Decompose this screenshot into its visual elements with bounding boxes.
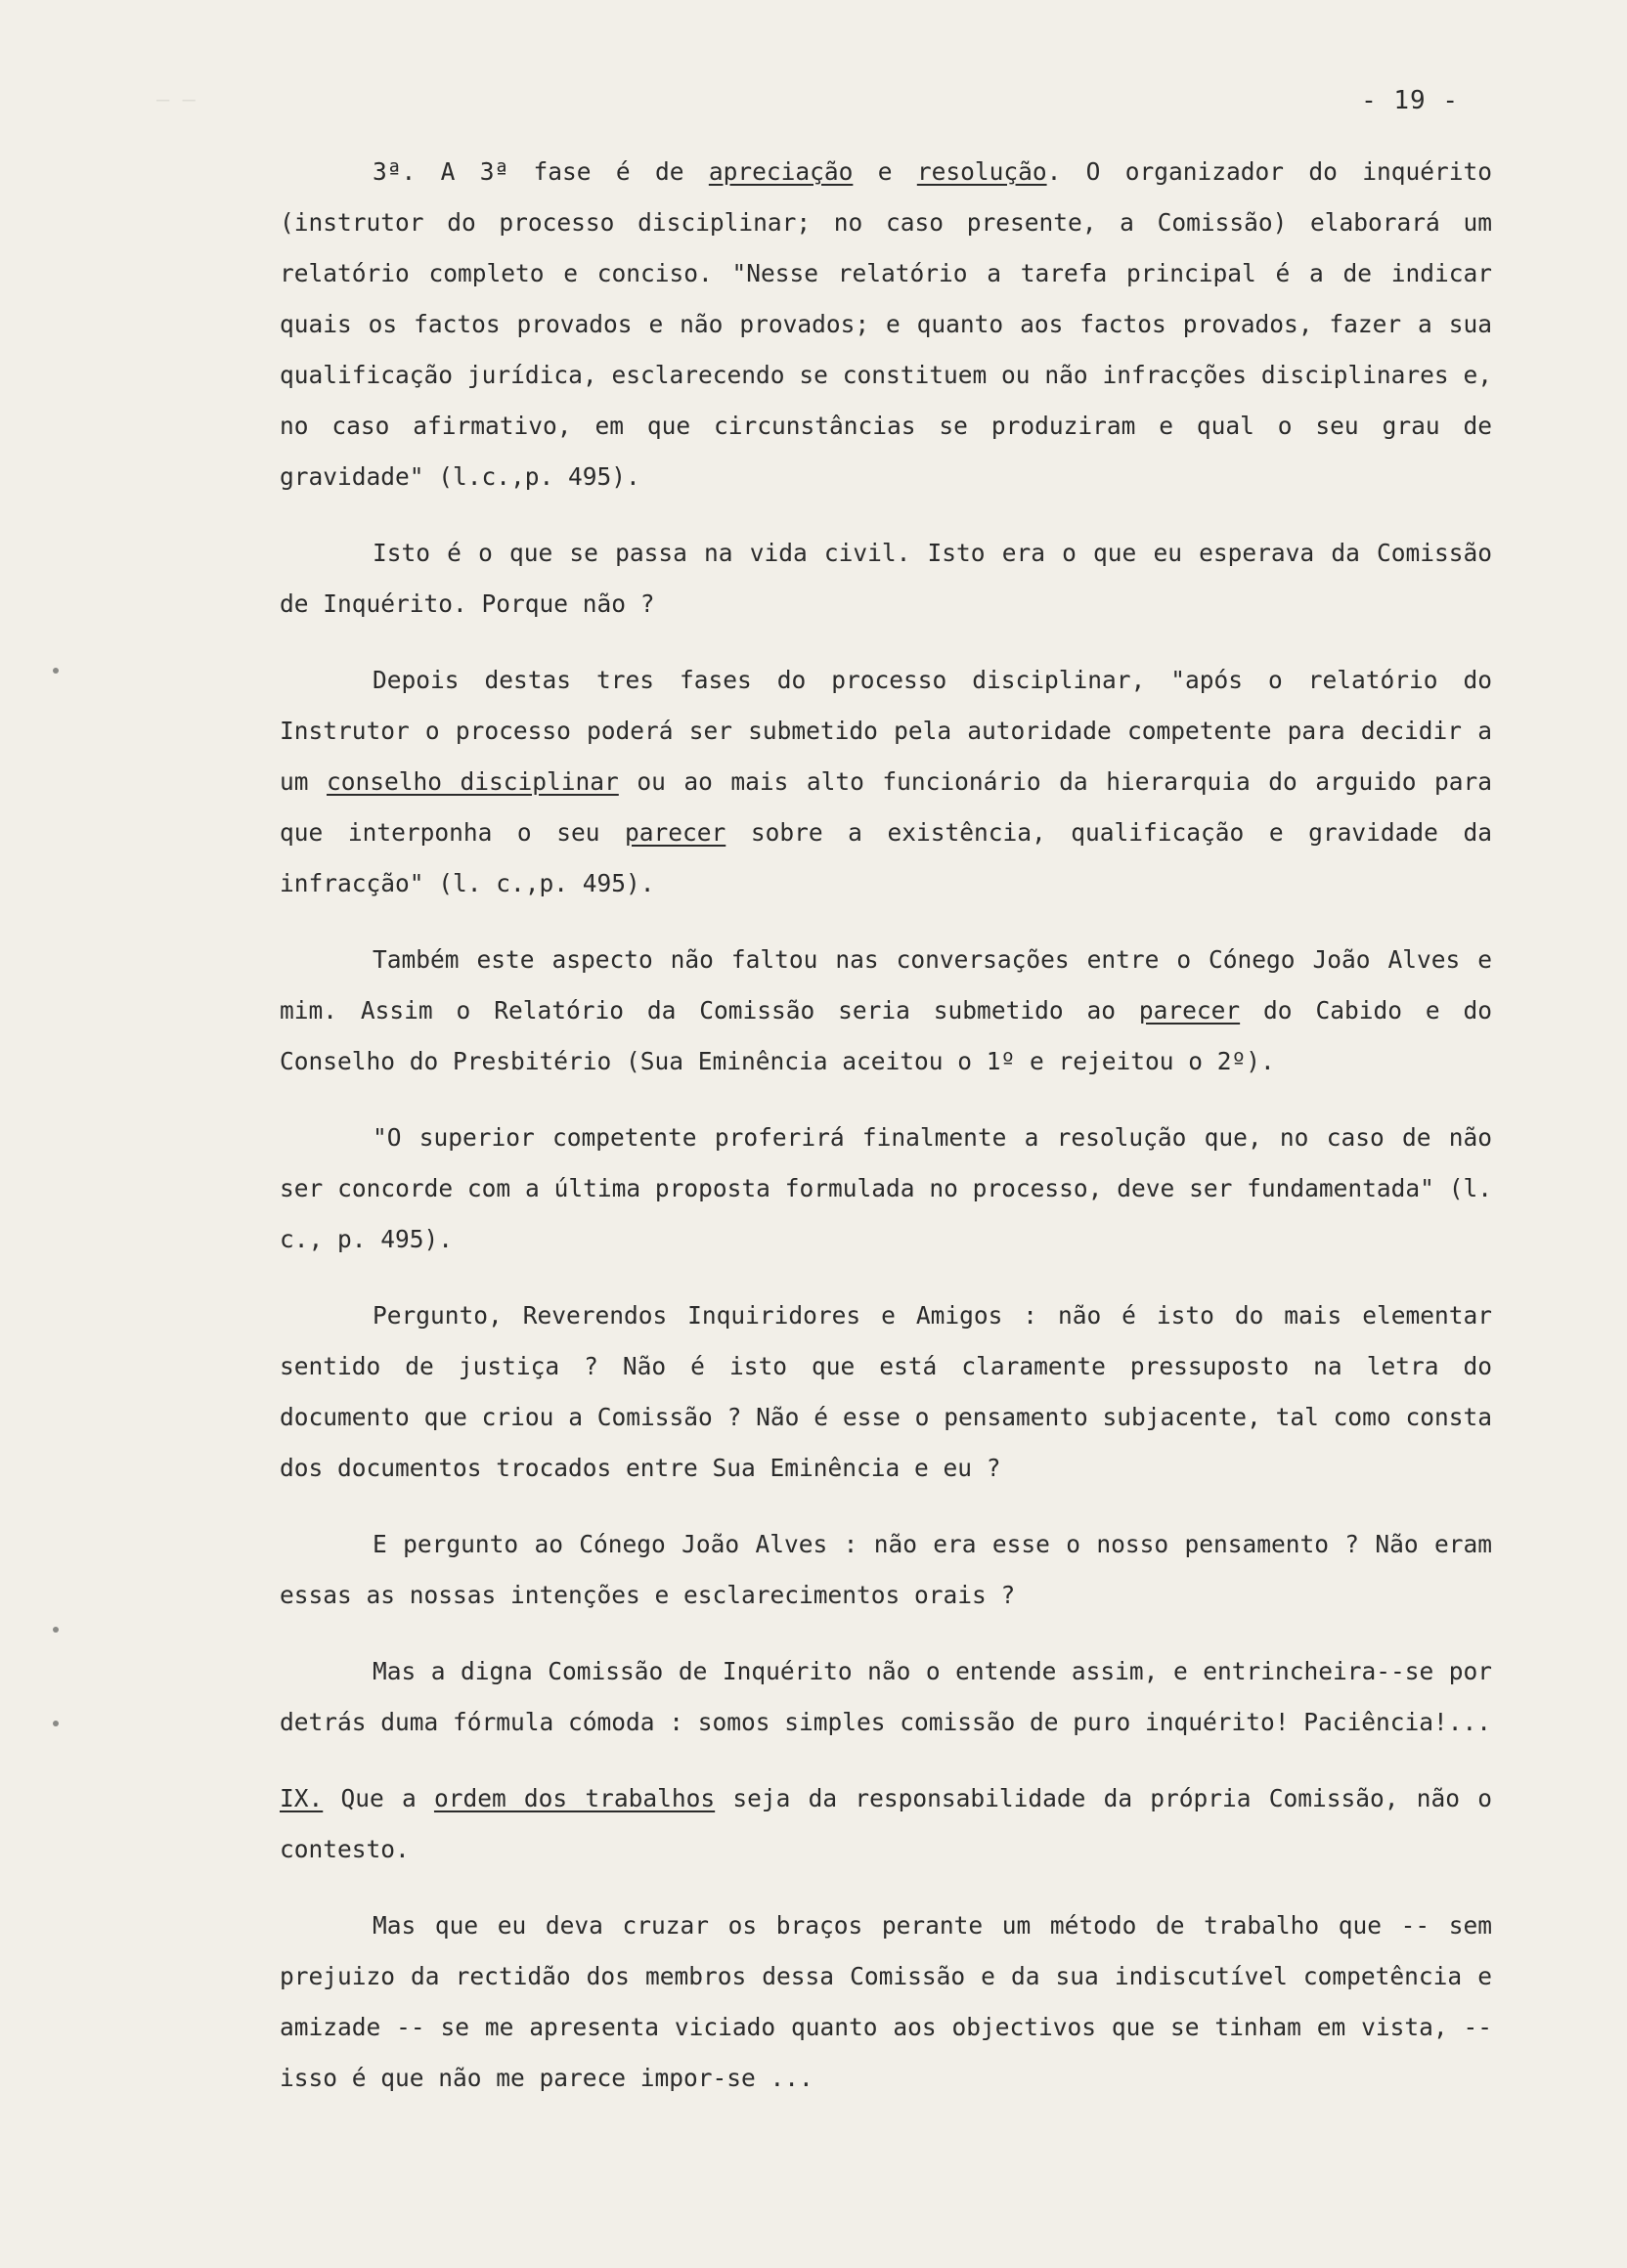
- text-segment: Mas a digna Comissão de Inquérito não o entende assim, e entrincheira--se por detrás duma fórmula cómoda : somos simples comissão de puro inquérito! Paciência!...: [280, 1657, 1492, 1736]
- show-through-mark: — —: [156, 88, 196, 112]
- text-segment: Que a: [323, 1784, 434, 1812]
- text-segment: Isto é o que se passa na vida civil. Isto era o que eu esperava da Comissão de Inquérito. Porque não ?: [280, 539, 1492, 618]
- paragraph-p2: [280, 528, 1492, 630]
- paragraph-p4: [280, 935, 1492, 1087]
- text-segment: e: [853, 157, 917, 186]
- underlined-text: parecer: [1138, 996, 1241, 1025]
- text-segment: Depois destas tres fases do processo disciplinar, "após o relatório do Instrutor o processo poderá ser submetido pela autoridade competente para decidir a um: [280, 666, 1492, 796]
- text-segment: . O organizador do inquérito (instrutor do processo disciplinar; no caso presente, a Comissão) elaborará um relatório completo e conciso. "Nesse relatório a tarefa principal é a de indicar quais os factos provados e não provados; e quanto aos factos provados, fazer a sua qualificação jurídica, esclarecendo se constituem ou não infracções disciplinares e, no caso afirmativo, em que circunstâncias se produziram e qual o seu grau de gravidade" (l.c.,p. 495).: [280, 157, 1492, 491]
- underlined-text: conselho disciplinar: [327, 767, 619, 796]
- document-body: [280, 147, 1492, 2129]
- underlined-text: parecer: [625, 818, 726, 847]
- text-segment: E pergunto ao Cónego João Alves : não era esse o nosso pensamento ? Não eram essas as nossas intenções e esclarecimentos orais ?: [280, 1530, 1492, 1609]
- text-segment: 3ª. A 3ª fase é de: [373, 157, 709, 186]
- underlined-text: resolução: [916, 157, 1047, 186]
- text-segment: Mas que eu deva cruzar os braços perante um método de trabalho que -- sem prejuizo da rectidão dos membros dessa Comissão e da sua indiscutível competência e amizade -- se me apresenta viciado quanto aos objectivos que se tinham em vista, -- isso é que não me parece impor-se ...: [280, 1911, 1492, 2092]
- punch-mark: [53, 1627, 59, 1633]
- text-segment: Também este aspecto não faltou nas conversações entre o Cónego João Alves e mim. Assim o Relatório da Comissão seria submetido ao: [280, 945, 1492, 1025]
- punch-mark: [53, 1721, 59, 1726]
- paragraph-p9: [280, 1773, 1492, 1875]
- punch-mark: [53, 668, 59, 674]
- paragraph-p7: [280, 1519, 1492, 1621]
- underlined-text: IX.: [280, 1784, 324, 1812]
- page-number: - 19 -: [1361, 86, 1459, 115]
- text-segment: do Cabido e do Conselho do Presbitério (Sua Eminência aceitou o 1º e rejeitou o 2º).: [280, 996, 1492, 1075]
- text-segment: seja da responsabilidade da própria Comissão, não o contesto.: [280, 1784, 1492, 1863]
- text-segment: sobre a existência, qualificação e gravidade da infracção" (l. c.,p. 495).: [280, 818, 1492, 897]
- paragraph-p8: [280, 1646, 1492, 1748]
- paragraph-p5: [280, 1112, 1492, 1265]
- paragraph-p10: [280, 1900, 1492, 2104]
- paragraph-p6: [280, 1290, 1492, 1494]
- paragraph-p3: [280, 655, 1492, 909]
- text-segment: Pergunto, Reverendos Inquiridores e Amigos : não é isto do mais elementar sentido de justiça ? Não é isto que está claramente pressuposto na letra do documento que criou a Comissão ? Não é esse o pensamento subjacente, tal como consta dos documentos trocados entre Sua Eminência e eu ?: [280, 1301, 1492, 1482]
- underlined-text: apreciação: [708, 157, 854, 186]
- underlined-text: ordem dos trabalhos: [433, 1784, 716, 1812]
- text-segment: ou ao mais alto funcionário da hierarquia do arguido para que interponha o seu: [280, 767, 1492, 847]
- text-segment: "O superior competente proferirá finalmente a resolução que, no caso de não ser concorde com a última proposta formulada no processo, deve ser fundamentada" (l. c., p. 495).: [280, 1123, 1492, 1253]
- paragraph-p1: [280, 147, 1492, 502]
